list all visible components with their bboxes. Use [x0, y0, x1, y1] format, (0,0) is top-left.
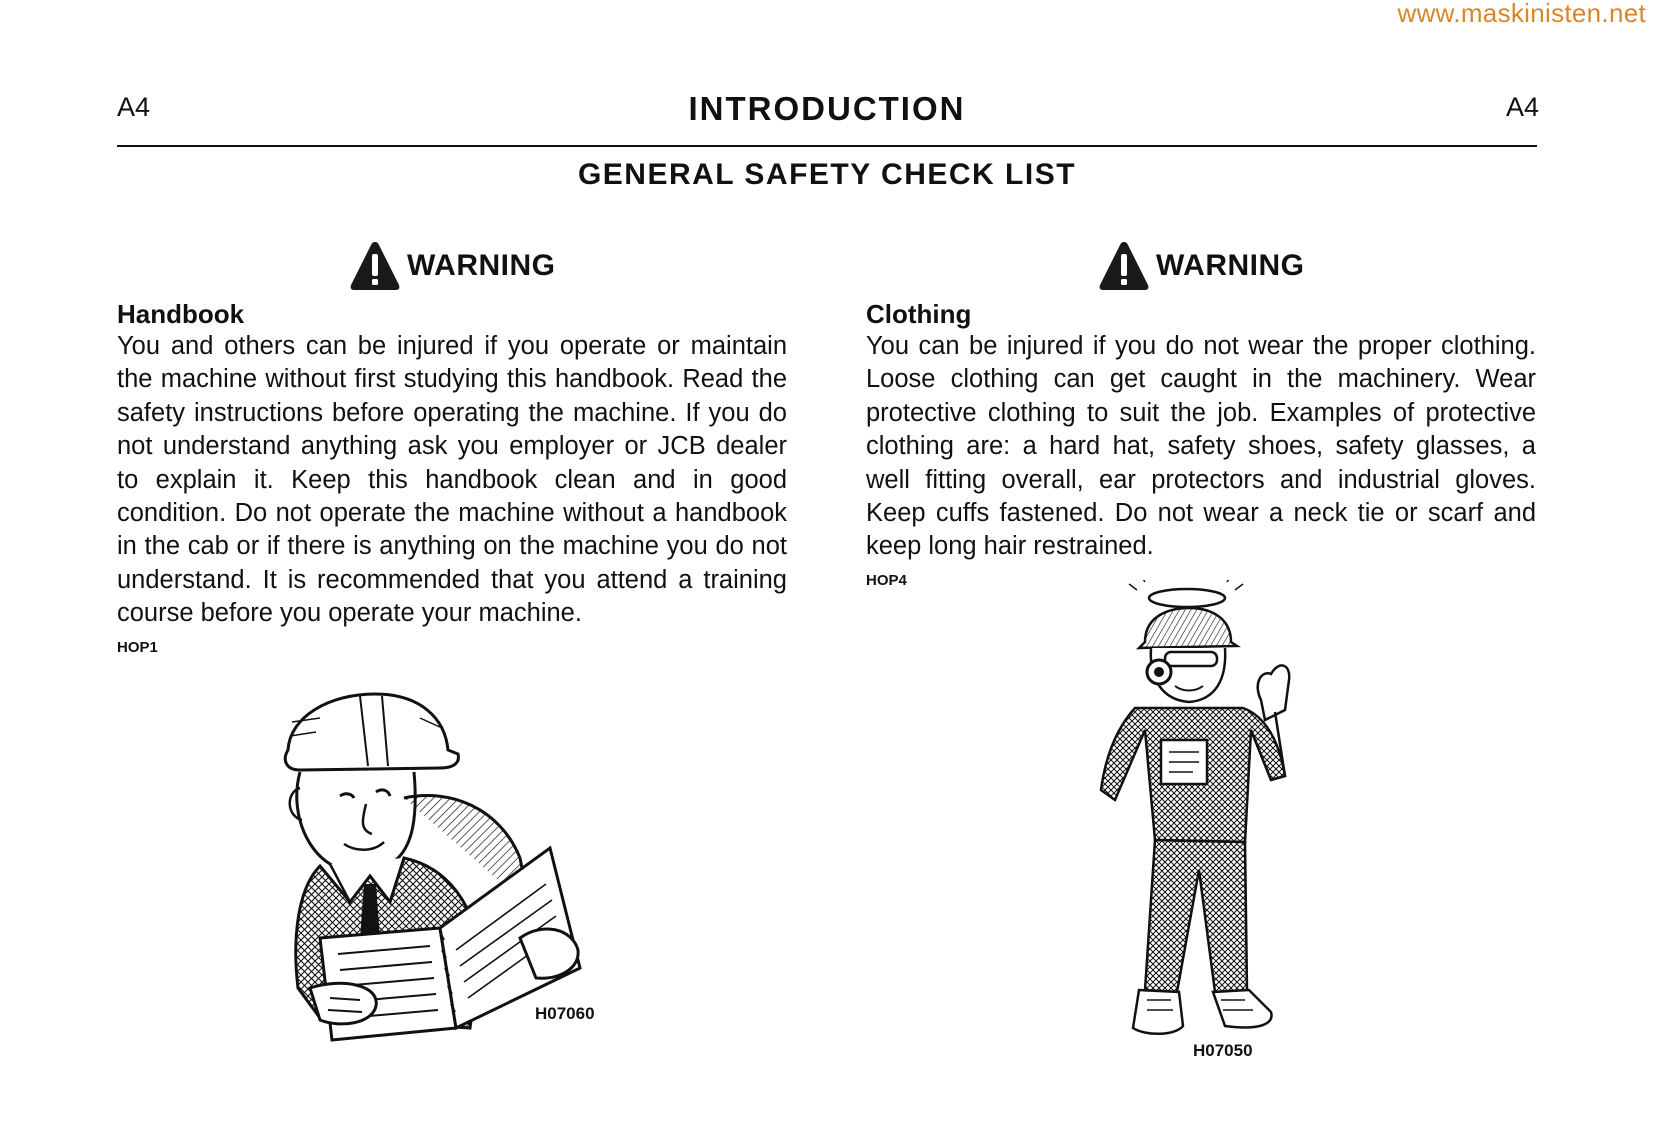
- handbook-warning-section: [117, 240, 787, 656]
- warning-label: WARNING: [407, 249, 556, 282]
- page-number-left: A4: [117, 92, 151, 122]
- header-divider: [117, 145, 1537, 147]
- warning-triangle-icon: [1098, 240, 1150, 292]
- warning-heading: Clothing: [866, 299, 972, 329]
- warning-label: WARNING: [1156, 249, 1305, 282]
- warning-heading: Handbook: [117, 299, 245, 329]
- reference-code: HOP4: [866, 571, 907, 589]
- warning-triangle-icon: [349, 240, 401, 292]
- warning-text: You can be injured if you do not wear the proper clothing. Loose clothing can get caught in the machinery. Wear protective clothing to suit the job. Examples of protective clothing are: a hard hat, safety shoes, safety glasses, a well fitting overall, ear protectors and industrial gloves. Keep cuffs fastened. Do not wear a neck tie or scarf and keep long hair restrained.: [866, 332, 1536, 561]
- figure-code: H07050: [1193, 1041, 1253, 1060]
- warning-text: You and others can be injured if you operate or maintain the machine without first studying this handbook. Read the safety instructions before operating the machine. If you do not understand anything ask you employer or JCB dealer to explain it. Keep this handbook clean and in good condition. Do not operate the machine without a handbook in the cab or if there is anything on the machine you do not understand. It is recommended that you attend a training course before you operate your machine.: [117, 332, 787, 628]
- watermark: www.maskinisten.net: [1397, 0, 1646, 28]
- worker-in-protective-clothing-illustration: [1075, 580, 1305, 1050]
- section-title: GENERAL SAFETY CHECK LIST: [577, 158, 1077, 191]
- warning-banner: [866, 240, 1536, 298]
- warning-banner: [117, 240, 787, 298]
- reference-code: HOP1: [117, 638, 158, 656]
- clothing-warning-section: [866, 240, 1536, 589]
- page-number-right: A4: [1505, 92, 1539, 122]
- figure-code: H07060: [535, 1004, 595, 1023]
- chapter-title: INTRODUCTION: [688, 90, 966, 127]
